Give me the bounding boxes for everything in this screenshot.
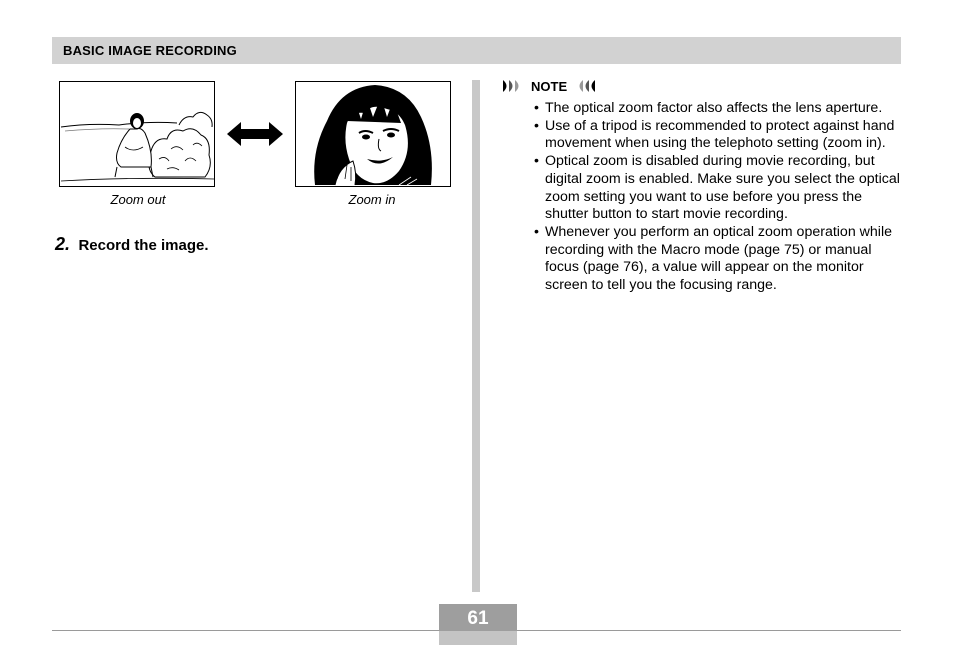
double-arrow-icon [227,122,283,146]
note-heading [503,78,595,94]
page-number-tab [439,604,517,645]
section-header-bar [52,37,901,64]
zoom-in-caption: Zoom in [348,192,396,207]
note-right-marker-icon [573,80,595,92]
step-text: Record the image. [78,237,209,254]
page-number: 61 [467,608,489,629]
zoom-in-illustration [295,81,451,187]
note-label: NOTE [531,78,568,94]
zoom-out-illustration [59,81,215,187]
zoom-out-caption: Zoom out [110,192,166,207]
step-2 [55,234,209,255]
note-list [534,100,904,295]
note-left-marker-icon [503,80,525,92]
note-item: • The optical zoom factor also affects the lens aperture. [534,100,904,118]
column-divider [472,80,480,592]
section-title: BASIC IMAGE RECORDING [63,43,237,58]
step-number: 2. [55,234,71,254]
note-item: • Optical zoom is disabled during movie recording, but digital zoom is enabled. Make sure you select the optical zoom setting you want to use before you press the shutter button to start movie recording. [534,153,904,224]
note-item: • Whenever you perform an optical zoom operation while recording with the Macro mode (page 75) or manual focus (page 76), a value will appear on the monitor screen to tell you the focusing range. [534,224,904,295]
note-item: • Use of a tripod is recommended to protect against hand movement when using the telephoto setting (zoom in). [534,118,904,153]
